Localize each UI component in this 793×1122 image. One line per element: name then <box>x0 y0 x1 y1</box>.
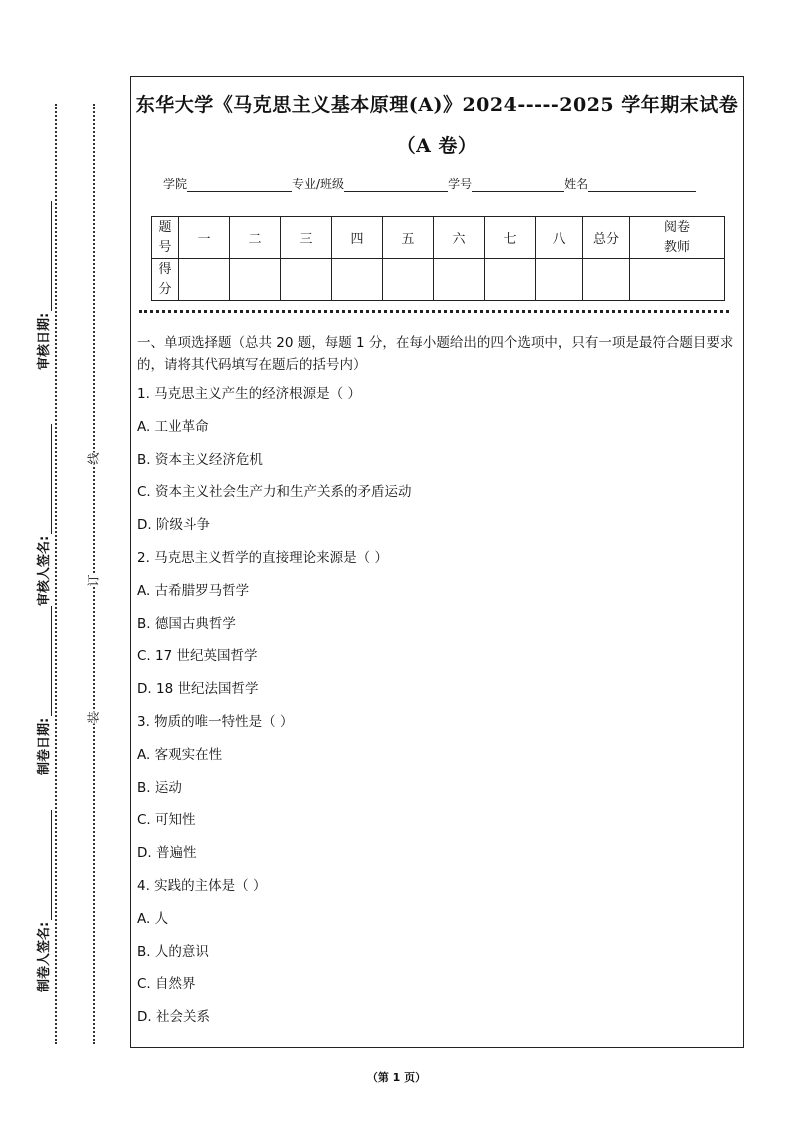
score-col-6: 六 <box>434 217 485 259</box>
question-option: D. 阶级斗争 <box>137 517 210 534</box>
paper-author-signature-label: 制卷人签名: <box>33 810 52 992</box>
score-table-score-label: 得分 <box>152 259 179 301</box>
review-date-label: 审核日期: <box>33 201 52 370</box>
binding-dotted-line-left <box>55 104 57 1044</box>
exam-subtitle: （A 卷） <box>396 135 478 157</box>
paper-author-signature-blank[interactable] <box>39 810 52 920</box>
score-col-grader: 阅卷教师 <box>630 217 725 259</box>
score-cell-total[interactable] <box>583 259 630 301</box>
question-section <box>137 332 737 1041</box>
paper-date-label: 制卷日期: <box>33 606 52 775</box>
question-stem: 4. 实践的主体是（ ） <box>137 877 267 894</box>
score-col-1: 一 <box>179 217 230 259</box>
score-cell[interactable] <box>179 259 230 301</box>
question-stem: 3. 物质的唯一特性是（ ） <box>137 713 294 730</box>
binding-margin <box>0 0 125 1122</box>
score-col-7: 七 <box>485 217 536 259</box>
college-field[interactable] <box>187 179 292 192</box>
question-option: B. 运动 <box>137 779 182 796</box>
student-id-label: 学号 <box>448 177 473 191</box>
score-cell[interactable] <box>383 259 434 301</box>
exam-title: 东华大学《马克思主义基本原理(A)》2024-----2025 学年期末试卷 <box>135 94 739 116</box>
question-option: B. 人的意识 <box>137 943 209 960</box>
question-option: D. 普遍性 <box>137 845 197 862</box>
major-class-label: 专业/班级 <box>292 177 345 191</box>
name-field[interactable] <box>588 179 696 192</box>
score-cell[interactable] <box>332 259 383 301</box>
section-instruction: 一、单项选择题（总共 20 题，每题 1 分，在每小题给出的四个选项中，只有一项是最符合题目要求的，请将其代码填写在题后的括号内） <box>137 335 734 373</box>
question-option: D. 18 世纪法国哲学 <box>137 681 259 698</box>
question-option: D. 社会关系 <box>137 1009 210 1026</box>
reviewer-signature-blank[interactable] <box>39 424 52 534</box>
college-label: 学院 <box>163 177 188 191</box>
student-info-row <box>163 175 696 192</box>
score-cell[interactable] <box>485 259 536 301</box>
exam-frame <box>130 76 744 1048</box>
score-col-3: 三 <box>281 217 332 259</box>
score-cell[interactable] <box>230 259 281 301</box>
page-number: （第 1 页） <box>366 1071 427 1084</box>
dotted-separator <box>139 310 729 313</box>
score-col-total: 总分 <box>583 217 630 259</box>
binding-word-line: 线 <box>83 452 104 464</box>
question-list <box>137 385 737 1041</box>
name-label: 姓名 <box>564 177 589 191</box>
score-col-5: 五 <box>383 217 434 259</box>
score-cell[interactable] <box>434 259 485 301</box>
score-table <box>151 216 725 301</box>
reviewer-signature-label: 审核人签名: <box>33 424 52 606</box>
score-table-header-label: 题号 <box>152 217 179 259</box>
question-option: B. 德国古典哲学 <box>137 615 236 632</box>
question-option: A. 人 <box>137 910 169 927</box>
paper-date-blank[interactable] <box>39 606 52 716</box>
question-option: B. 资本主义经济危机 <box>137 451 263 468</box>
question-option: A. 古希腊罗马哲学 <box>137 582 250 599</box>
question-option: C. 资本主义社会生产力和生产关系的矛盾运动 <box>137 484 412 501</box>
score-cell-grader[interactable] <box>630 259 725 301</box>
review-date-blank[interactable] <box>39 201 52 311</box>
score-col-2: 二 <box>230 217 281 259</box>
major-class-field[interactable] <box>344 179 448 192</box>
score-cell[interactable] <box>536 259 583 301</box>
binding-word-bind: 装 <box>83 711 104 723</box>
question-option: C. 可知性 <box>137 812 196 829</box>
question-option: C. 17 世纪英国哲学 <box>137 648 258 665</box>
question-option: A. 客观实在性 <box>137 746 223 763</box>
question-option: C. 自然界 <box>137 976 196 993</box>
question-option: A. 工业革命 <box>137 418 209 435</box>
student-id-field[interactable] <box>472 179 564 192</box>
score-col-4: 四 <box>332 217 383 259</box>
score-col-8: 八 <box>536 217 583 259</box>
binding-word-staple: 订 <box>83 574 104 586</box>
question-stem: 1. 马克思主义产生的经济根源是（ ） <box>137 386 361 402</box>
question-stem: 2. 马克思主义哲学的直接理论来源是（ ） <box>137 549 388 566</box>
score-cell[interactable] <box>281 259 332 301</box>
